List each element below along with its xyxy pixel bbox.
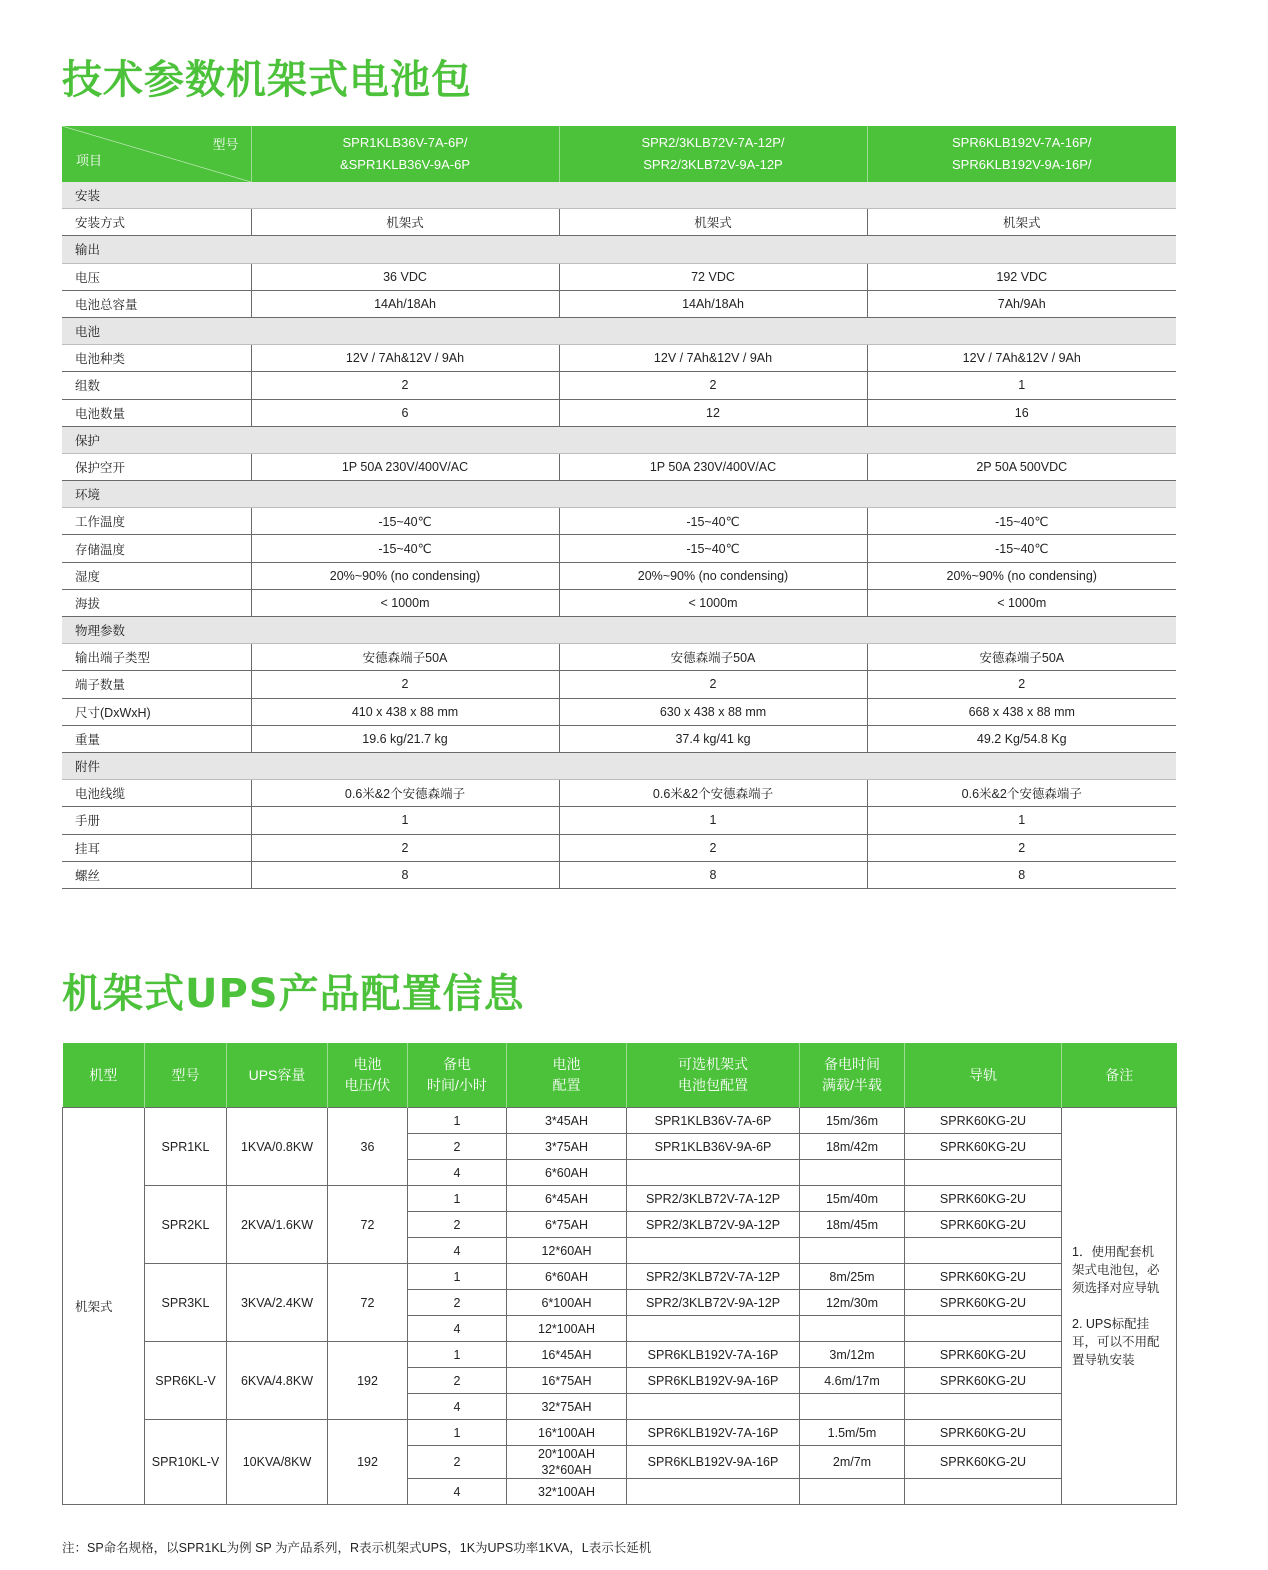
battery-line: 3*75AH xyxy=(544,1139,589,1154)
time-cell xyxy=(800,1316,905,1342)
config-header-cell xyxy=(800,1043,905,1108)
spec-label: 存储温度 xyxy=(62,535,251,562)
battery-line: 16*45AH xyxy=(541,1347,592,1362)
hours-cell: 2 xyxy=(408,1212,507,1238)
spec-label: 电池种类 xyxy=(62,345,251,372)
header-line: 电池 xyxy=(353,1056,382,1072)
hours-cell: 4 xyxy=(408,1479,507,1505)
section-label: 保护 xyxy=(62,426,1176,453)
spec-value: < 1000m xyxy=(251,589,559,616)
item-label: 项目 xyxy=(76,153,103,168)
spec-value: 2 xyxy=(251,834,559,861)
spec-row xyxy=(62,834,1176,861)
note-line xyxy=(1072,1297,1166,1315)
spec-row xyxy=(62,644,1176,671)
spec-value: 12 xyxy=(559,399,867,426)
header-line: 型号 xyxy=(171,1066,200,1083)
spec-row xyxy=(62,535,1176,562)
section-row xyxy=(62,426,1176,453)
battery-line: 12*100AH xyxy=(538,1321,595,1336)
voltage-cell: 72 xyxy=(328,1264,408,1342)
config-header-cell xyxy=(408,1043,507,1108)
battery-line: 20*100AH xyxy=(538,1447,595,1461)
time-cell: 15m/40m xyxy=(800,1186,905,1212)
model-name-line: SPR6KLB192V-9A-16P/ xyxy=(952,157,1092,172)
section-label: 附件 xyxy=(62,752,1176,779)
spec-label: 重量 xyxy=(62,725,251,752)
pack-cell: SPR2/3KLB72V-9A-12P xyxy=(627,1212,800,1238)
capacity-cell: 2KVA/1.6KW xyxy=(227,1186,328,1264)
spec-value: < 1000m xyxy=(867,589,1176,616)
pack-cell: SPR1KLB36V-9A-6P xyxy=(627,1134,800,1160)
header-line: UPS容量 xyxy=(248,1066,306,1083)
pack-cell: SPR6KLB192V-9A-16P xyxy=(627,1368,800,1394)
battery-cell xyxy=(507,1108,627,1134)
rail-cell: SPRK60KG-2U xyxy=(905,1212,1062,1238)
spec-row xyxy=(62,861,1176,888)
rail-cell xyxy=(905,1238,1062,1264)
time-cell: 8m/25m xyxy=(800,1264,905,1290)
section-row xyxy=(62,617,1176,644)
hours-cell: 2 xyxy=(408,1368,507,1394)
battery-cell xyxy=(507,1134,627,1160)
time-cell: 12m/30m xyxy=(800,1290,905,1316)
battery-cell xyxy=(507,1238,627,1264)
section-label: 环境 xyxy=(62,481,1176,508)
rail-cell xyxy=(905,1316,1062,1342)
spec-value: 6 xyxy=(251,399,559,426)
spec-row xyxy=(62,589,1176,616)
spec-value: 12V / 7Ah&12V / 9Ah xyxy=(867,345,1176,372)
header-line: 备电 xyxy=(443,1056,471,1072)
spec-label: 挂耳 xyxy=(62,834,251,861)
rail-cell: SPRK60KG-2U xyxy=(905,1420,1062,1446)
battery-line: 6*75AH xyxy=(544,1217,589,1232)
rail-cell: SPRK60KG-2U xyxy=(905,1108,1062,1134)
section-row xyxy=(62,236,1176,263)
spec-label: 电压 xyxy=(62,263,251,290)
model-header xyxy=(559,126,867,182)
battery-line: 12*60AH xyxy=(541,1243,592,1258)
spec-value: 14Ah/18Ah xyxy=(559,290,867,317)
header-diagonal-cell xyxy=(62,126,251,182)
pack-cell: SPR2/3KLB72V-7A-12P xyxy=(627,1264,800,1290)
spec-label: 保护空开 xyxy=(62,453,251,480)
model-cell: SPR10KL-V xyxy=(145,1420,227,1505)
spec-value: < 1000m xyxy=(559,589,867,616)
battery-cell xyxy=(507,1160,627,1186)
spec-label: 湿度 xyxy=(62,562,251,589)
battery-line: 16*75AH xyxy=(541,1373,592,1388)
note-cell xyxy=(1062,1108,1177,1505)
header-line: 时间/小时 xyxy=(427,1077,487,1093)
battery-pack-spec-table xyxy=(62,126,1176,889)
voltage-cell: 192 xyxy=(328,1420,408,1505)
section-row xyxy=(62,752,1176,779)
spec-label: 螺丝 xyxy=(62,861,251,888)
header-line: 电池包配置 xyxy=(678,1077,748,1093)
note-line: 1．使用配套机 xyxy=(1072,1245,1154,1259)
hours-cell: 1 xyxy=(408,1420,507,1446)
config-title: 机架式UPS产品配置信息 xyxy=(62,971,525,1017)
spec-value: 1 xyxy=(867,807,1176,834)
spec-value: 1 xyxy=(867,372,1176,399)
model-cell: SPR6KL-V xyxy=(145,1342,227,1420)
pack-cell xyxy=(627,1160,800,1186)
spec-value: 668 x 438 x 88 mm xyxy=(867,698,1176,725)
model-name-line: SPR2/3KLB72V-7A-12P/ xyxy=(641,135,785,150)
hours-cell: 1 xyxy=(408,1186,507,1212)
spec-label: 电池数量 xyxy=(62,399,251,426)
battery-line: 16*100AH xyxy=(538,1425,595,1440)
note-line: 架式电池包，必 xyxy=(1072,1263,1160,1277)
battery-cell xyxy=(507,1420,627,1446)
battery-line: 6*60AH xyxy=(544,1165,589,1180)
rail-cell: SPRK60KG-2U xyxy=(905,1134,1062,1160)
header-line: 机型 xyxy=(89,1066,118,1083)
time-cell: 18m/42m xyxy=(800,1134,905,1160)
spec-value: 2 xyxy=(867,834,1176,861)
spec-value: 1 xyxy=(251,807,559,834)
spec-value: 8 xyxy=(559,861,867,888)
hours-cell: 4 xyxy=(408,1160,507,1186)
pack-cell xyxy=(627,1316,800,1342)
rail-cell xyxy=(905,1160,1062,1186)
pack-cell: SPR1KLB36V-7A-6P xyxy=(627,1108,800,1134)
spec-value: 2 xyxy=(559,834,867,861)
time-cell: 3m/12m xyxy=(800,1342,905,1368)
spec-value: 0.6米&2个安德森端子 xyxy=(559,780,867,807)
type-cell: 机架式 xyxy=(63,1108,145,1505)
header-line: 电压/伏 xyxy=(344,1077,391,1093)
spec-row xyxy=(62,725,1176,752)
section-label: 安装 xyxy=(62,182,1176,209)
header-line: 可选机架式 xyxy=(678,1056,748,1072)
spec-value: 2P 50A 500VDC xyxy=(867,453,1176,480)
spec-value: 20%~90% (no condensing) xyxy=(867,562,1176,589)
model-cell: SPR2KL xyxy=(145,1186,227,1264)
rail-cell: SPRK60KG-2U xyxy=(905,1290,1062,1316)
battery-cell xyxy=(507,1394,627,1420)
battery-cell xyxy=(507,1479,627,1505)
spec-row xyxy=(62,671,1176,698)
section-label: 输出 xyxy=(62,236,1176,263)
spec-value: 2 xyxy=(867,671,1176,698)
hours-cell: 2 xyxy=(408,1290,507,1316)
spec-row xyxy=(62,780,1176,807)
battery-line: 6*100AH xyxy=(541,1295,592,1310)
spec-row xyxy=(62,508,1176,535)
time-cell: 18m/45m xyxy=(800,1212,905,1238)
section-row xyxy=(62,182,1176,209)
spec-label: 手册 xyxy=(62,807,251,834)
header-line: 电池 xyxy=(552,1056,581,1072)
spec-value: 72 VDC xyxy=(559,263,867,290)
battery-line: 32*75AH xyxy=(541,1399,592,1414)
section-label: 物理参数 xyxy=(62,617,1176,644)
spec-label: 输出端子类型 xyxy=(62,644,251,671)
battery-cell xyxy=(507,1446,627,1479)
hours-cell: 1 xyxy=(408,1264,507,1290)
time-cell: 15m/36m xyxy=(800,1108,905,1134)
spec-row xyxy=(62,263,1176,290)
spec-label: 尺寸(DxWxH) xyxy=(62,698,251,725)
battery-cell xyxy=(507,1290,627,1316)
spec-value: 36 VDC xyxy=(251,263,559,290)
spec-row xyxy=(62,562,1176,589)
config-header-cell xyxy=(63,1043,145,1108)
config-header-cell xyxy=(507,1043,627,1108)
note-line: 须选择对应导轨 xyxy=(1072,1281,1160,1295)
note-line: 置导轨安装 xyxy=(1072,1353,1135,1367)
rail-cell: SPRK60KG-2U xyxy=(905,1342,1062,1368)
footnote: 注：SP命名规格，以SPR1KL为例 SP 为产品系列，R表示机架式UPS，1K为UPS功率1KVA，L表示长延机 xyxy=(62,1541,652,1555)
spec-value: 192 VDC xyxy=(867,263,1176,290)
battery-cell xyxy=(507,1212,627,1238)
hours-cell: 4 xyxy=(408,1316,507,1342)
spec-value: 12V / 7Ah&12V / 9Ah xyxy=(559,345,867,372)
battery-cell xyxy=(507,1368,627,1394)
config-header-cell xyxy=(145,1043,227,1108)
header-line: 备电时间 xyxy=(824,1056,880,1072)
spec-label: 组数 xyxy=(62,372,251,399)
spec-row xyxy=(62,345,1176,372)
battery-line: 6*60AH xyxy=(544,1269,589,1284)
pack-cell: SPR2/3KLB72V-7A-12P xyxy=(627,1186,800,1212)
config-header-row xyxy=(63,1043,1177,1108)
battery-line: 3*45AH xyxy=(544,1113,589,1128)
battery-cell xyxy=(507,1186,627,1212)
config-row xyxy=(63,1264,1177,1290)
voltage-cell: 72 xyxy=(328,1186,408,1264)
spec-value: 7Ah/9Ah xyxy=(867,290,1176,317)
hours-cell: 4 xyxy=(408,1238,507,1264)
spec-value: 安德森端子50A xyxy=(867,644,1176,671)
spec-value: 2 xyxy=(251,671,559,698)
pack-cell: SPR6KLB192V-7A-16P xyxy=(627,1342,800,1368)
voltage-cell: 192 xyxy=(328,1342,408,1420)
spec-value: 16 xyxy=(867,399,1176,426)
spec-label: 安装方式 xyxy=(62,209,251,236)
capacity-cell: 3KVA/2.4KW xyxy=(227,1264,328,1342)
model-label: 型号 xyxy=(212,137,239,152)
header-line: 满载/半载 xyxy=(822,1077,882,1093)
spec-value: 37.4 kg/41 kg xyxy=(559,725,867,752)
battery-line: 6*45AH xyxy=(544,1191,589,1206)
config-row xyxy=(63,1186,1177,1212)
spec-value: 机架式 xyxy=(559,209,867,236)
pack-cell: SPR6KLB192V-9A-16P xyxy=(627,1446,800,1479)
battery-cell xyxy=(507,1316,627,1342)
spec-value: 14Ah/18Ah xyxy=(251,290,559,317)
model-header xyxy=(867,126,1176,182)
spec-value: 19.6 kg/21.7 kg xyxy=(251,725,559,752)
spec-row xyxy=(62,453,1176,480)
spec-value: 0.6米&2个安德森端子 xyxy=(251,780,559,807)
spec-value: 12V / 7Ah&12V / 9Ah xyxy=(251,345,559,372)
hours-cell: 4 xyxy=(408,1394,507,1420)
config-header-cell xyxy=(1062,1043,1177,1108)
section-row xyxy=(62,317,1176,344)
model-cell: SPR3KL xyxy=(145,1264,227,1342)
spec-value: 安德森端子50A xyxy=(251,644,559,671)
spec-value: 机架式 xyxy=(867,209,1176,236)
spec-label: 电池总容量 xyxy=(62,290,251,317)
rail-cell: SPRK60KG-2U xyxy=(905,1446,1062,1479)
model-name-line: SPR2/3KLB72V-9A-12P xyxy=(643,157,783,172)
spec-value: 机架式 xyxy=(251,209,559,236)
spec-value: 8 xyxy=(251,861,559,888)
pack-cell xyxy=(627,1238,800,1264)
spec-value: -15~40℃ xyxy=(251,508,559,535)
battery-cell xyxy=(507,1264,627,1290)
time-cell: 4.6m/17m xyxy=(800,1368,905,1394)
spec-row xyxy=(62,290,1176,317)
rail-cell xyxy=(905,1394,1062,1420)
spec-value: 410 x 438 x 88 mm xyxy=(251,698,559,725)
model-name-line: SPR1KLB36V-7A-6P/ xyxy=(342,135,468,150)
battery-line: 32*60AH xyxy=(541,1463,592,1477)
spec-value: 1P 50A 230V/400V/AC xyxy=(559,453,867,480)
hours-cell: 1 xyxy=(408,1342,507,1368)
hours-cell: 1 xyxy=(408,1108,507,1134)
spec-value: 8 xyxy=(867,861,1176,888)
capacity-cell: 10KVA/8KW xyxy=(227,1420,328,1505)
header-line: 导轨 xyxy=(969,1066,997,1083)
model-cell: SPR1KL xyxy=(145,1108,227,1186)
spec-value: -15~40℃ xyxy=(559,535,867,562)
spec-label: 工作温度 xyxy=(62,508,251,535)
hours-cell: 2 xyxy=(408,1446,507,1479)
time-cell: 2m/7m xyxy=(800,1446,905,1479)
spec-label: 海拔 xyxy=(62,589,251,616)
spec-row xyxy=(62,372,1176,399)
header-line: 配置 xyxy=(552,1077,581,1093)
rail-cell: SPRK60KG-2U xyxy=(905,1186,1062,1212)
spec-value: 1 xyxy=(559,807,867,834)
pack-cell xyxy=(627,1394,800,1420)
config-header-cell xyxy=(328,1043,408,1108)
spec-value: 630 x 438 x 88 mm xyxy=(559,698,867,725)
spec-header-row xyxy=(62,126,1176,182)
spec-value: 0.6米&2个安德森端子 xyxy=(867,780,1176,807)
config-header-cell xyxy=(905,1043,1062,1108)
pack-cell: SPR6KLB192V-7A-16P xyxy=(627,1420,800,1446)
battery-line: 32*100AH xyxy=(538,1484,595,1499)
rail-cell xyxy=(905,1479,1062,1505)
spec-value: 2 xyxy=(559,671,867,698)
config-header-cell xyxy=(627,1043,800,1108)
section-label: 电池 xyxy=(62,317,1176,344)
pack-cell: SPR2/3KLB72V-9A-12P xyxy=(627,1290,800,1316)
spec-label: 电池线缆 xyxy=(62,780,251,807)
model-header xyxy=(251,126,559,182)
spec-value: -15~40℃ xyxy=(251,535,559,562)
model-name-line: SPR6KLB192V-7A-16P/ xyxy=(952,135,1092,150)
spec-value: -15~40℃ xyxy=(867,535,1176,562)
time-cell: 1.5m/5m xyxy=(800,1420,905,1446)
spec-value: 1P 50A 230V/400V/AC xyxy=(251,453,559,480)
time-cell xyxy=(800,1160,905,1186)
spec-row xyxy=(62,807,1176,834)
spec-value: 20%~90% (no condensing) xyxy=(251,562,559,589)
spec-value: 2 xyxy=(559,372,867,399)
spec-value: -15~40℃ xyxy=(867,508,1176,535)
spec-value: 安德森端子50A xyxy=(559,644,867,671)
time-cell xyxy=(800,1238,905,1264)
capacity-cell: 1KVA/0.8KW xyxy=(227,1108,328,1186)
capacity-cell: 6KVA/4.8KW xyxy=(227,1342,328,1420)
model-name-line: &SPR1KLB36V-9A-6P xyxy=(339,157,471,172)
battery-cell xyxy=(507,1342,627,1368)
spec-row xyxy=(62,698,1176,725)
time-cell xyxy=(800,1394,905,1420)
rail-cell: SPRK60KG-2U xyxy=(905,1368,1062,1394)
hours-cell: 2 xyxy=(408,1134,507,1160)
spec-value: -15~40℃ xyxy=(559,508,867,535)
spec-value: 49.2 Kg/54.8 Kg xyxy=(867,725,1176,752)
spec-row xyxy=(62,399,1176,426)
spec-value: 20%~90% (no condensing) xyxy=(559,562,867,589)
note-line: 2. UPS标配挂 xyxy=(1072,1317,1150,1331)
note-line: 耳，可以不用配 xyxy=(1072,1335,1160,1349)
spec-value: 2 xyxy=(251,372,559,399)
voltage-cell: 36 xyxy=(328,1108,408,1186)
spec-label: 端子数量 xyxy=(62,671,251,698)
rail-cell: SPRK60KG-2U xyxy=(905,1264,1062,1290)
header-line: 备注 xyxy=(1105,1066,1134,1083)
time-cell xyxy=(800,1479,905,1505)
spec-title: 技术参数机架式电池包 xyxy=(62,57,472,103)
config-row xyxy=(63,1420,1177,1446)
config-row xyxy=(63,1108,1177,1134)
config-header-cell xyxy=(227,1043,328,1108)
section-row xyxy=(62,481,1176,508)
config-row xyxy=(63,1342,1177,1368)
spec-row xyxy=(62,209,1176,236)
pack-cell xyxy=(627,1479,800,1505)
ups-config-table xyxy=(62,1043,1177,1505)
